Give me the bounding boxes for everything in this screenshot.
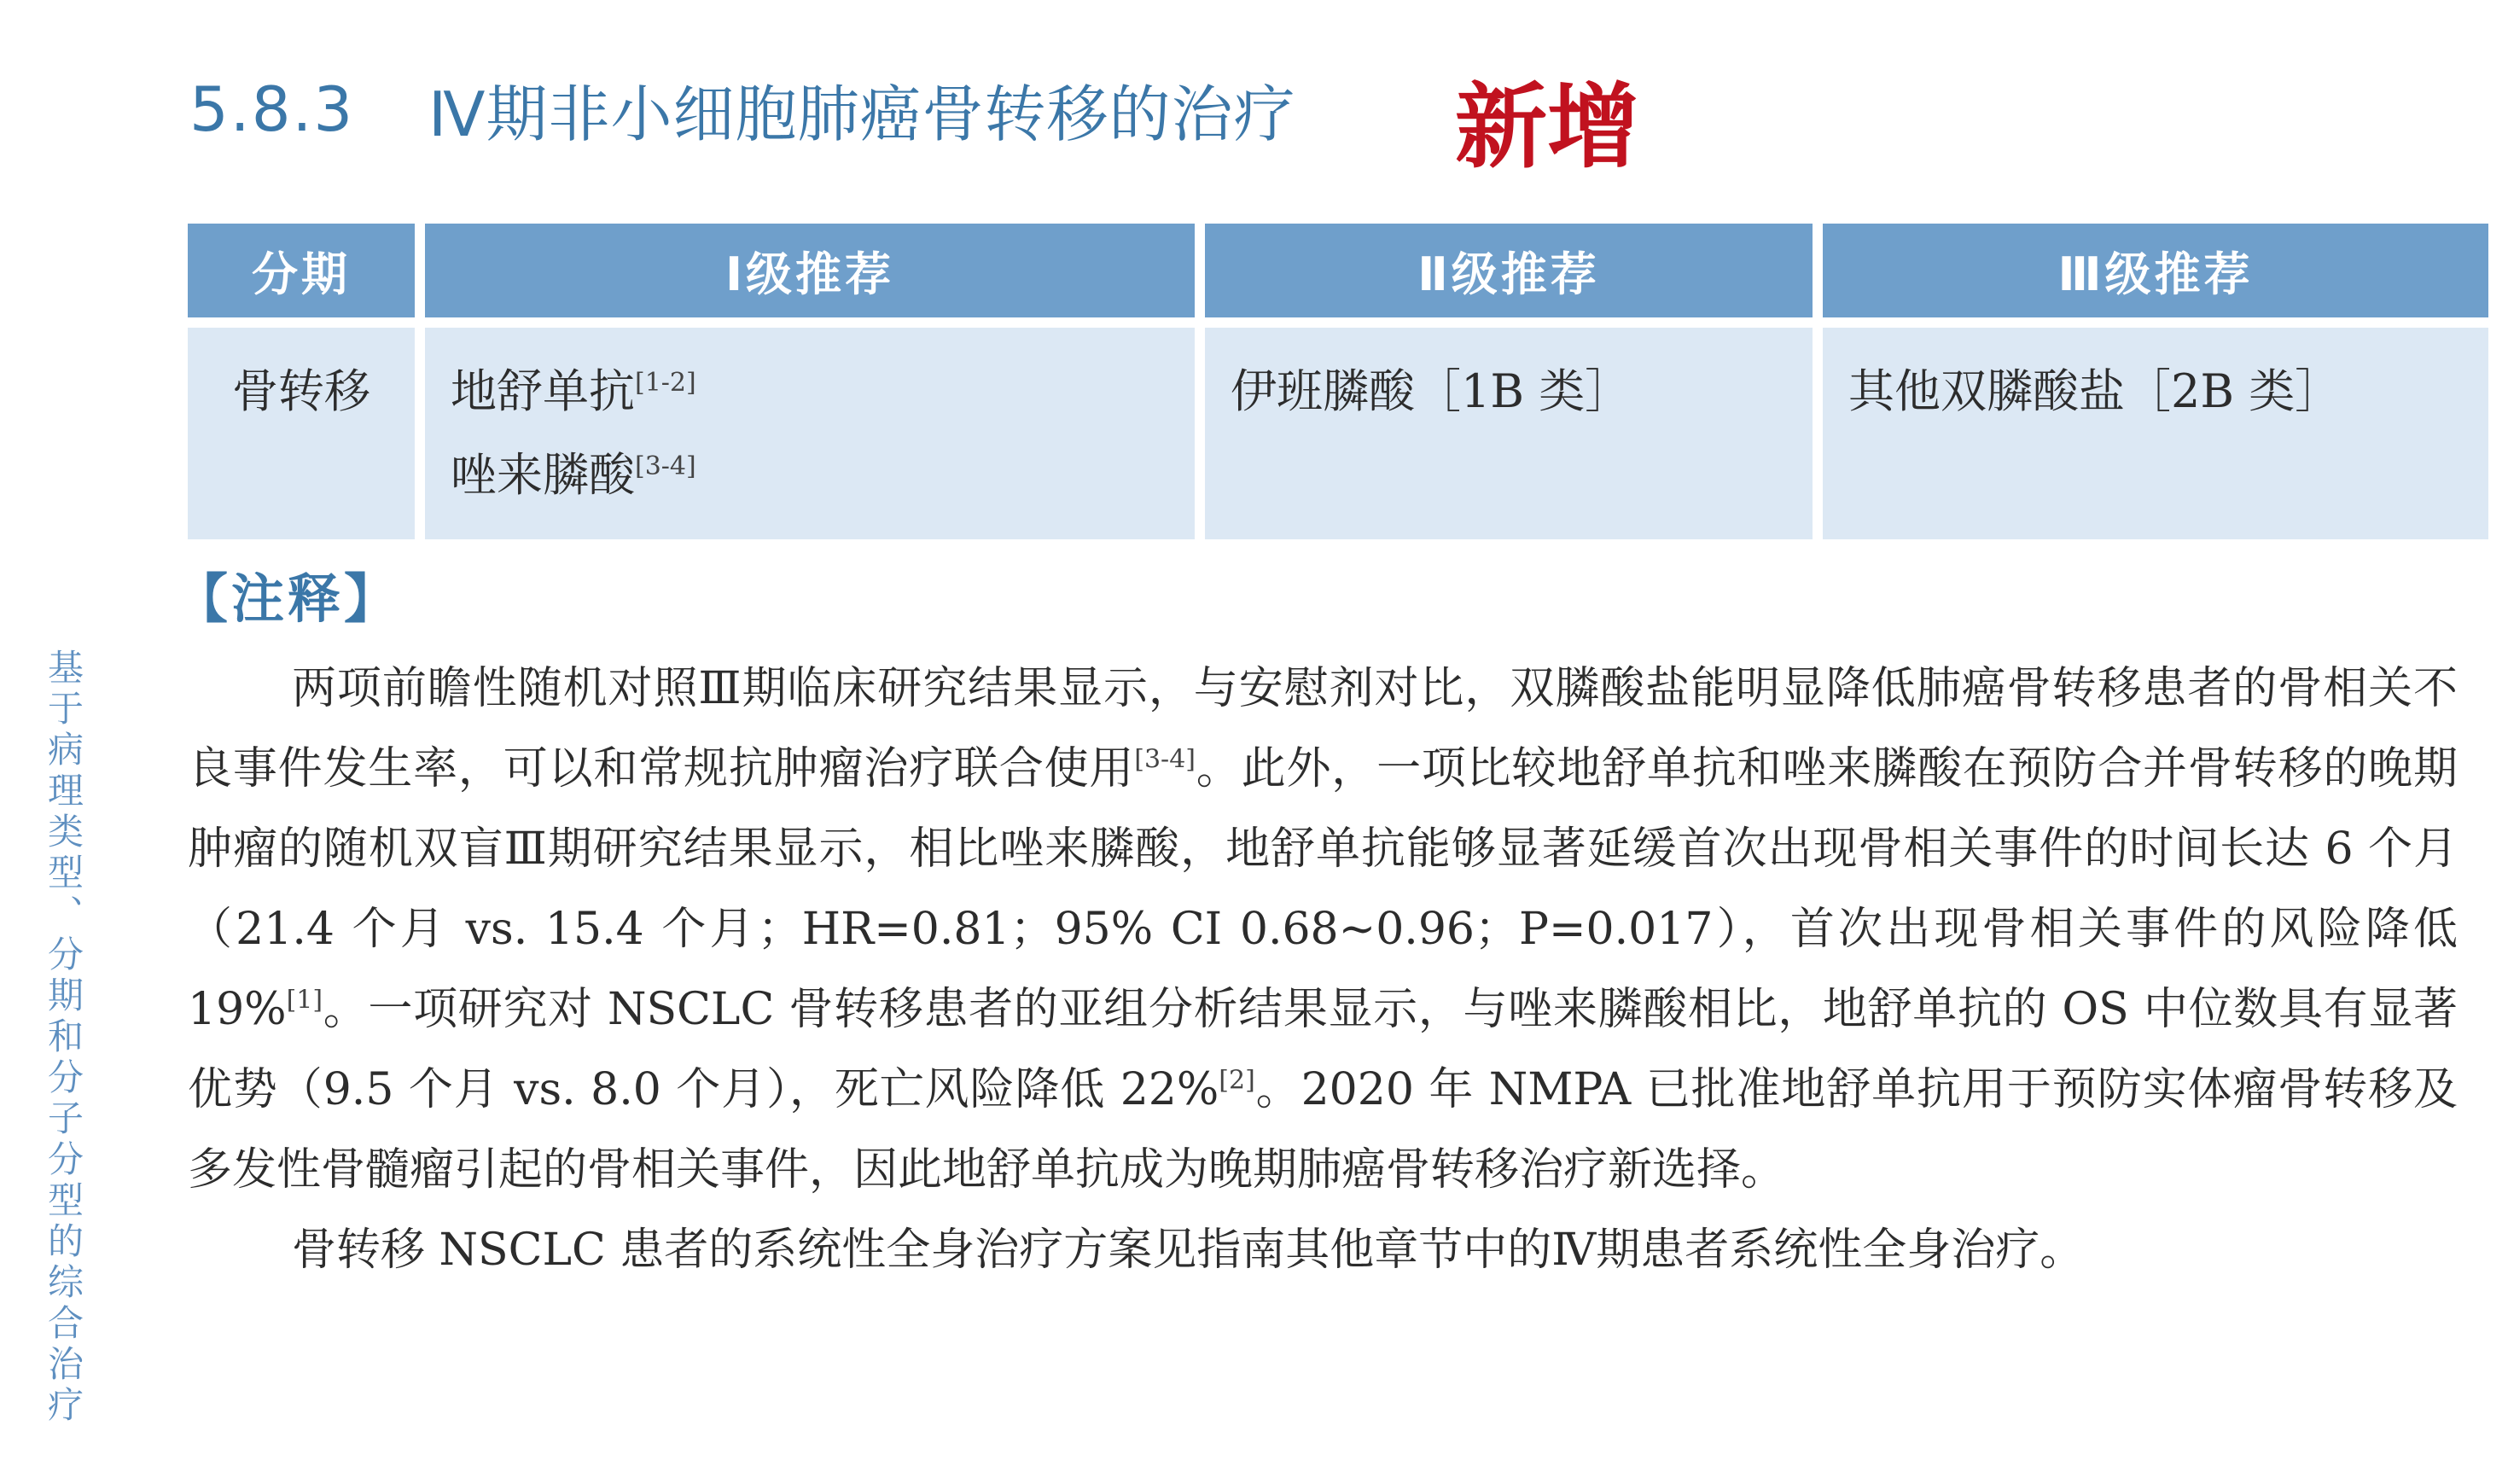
header-level1: Ⅰ级推荐 <box>425 224 1195 328</box>
level1-item <box>451 434 1169 517</box>
citation-ref: [1-2] <box>635 368 696 398</box>
notes-text: 。此外，一项比较地舒单抗和唑来膦酸在预防合并骨转移的晚期肿瘤的随机双盲Ⅲ期研究结果显示，相比唑来膦酸，地舒单抗能够显著延缓首次出现骨相关事件的时间长达 6 个月（21.4 个月 vs. 15.4 个月；HR=0.81；95% CI 0.68~0.96；P=0.017），首次出现骨相关事件的风险降低 19% <box>188 743 2458 1035</box>
notes-heading: 【注释】 <box>175 567 401 630</box>
table-row <box>188 328 2488 539</box>
notes-text: 。2020 年 NMPA 已批准地舒单抗用于预防实体瘤骨转移及多发性骨髓瘤引起的骨相关事件，因此地舒单抗成为晚期肺癌骨转移治疗新选择。 <box>188 1064 2458 1196</box>
citation-ref: [3-4] <box>635 451 696 481</box>
side-chapter-label: 基于病理类型、分期和分子分型的综合治疗 <box>43 649 84 1427</box>
citation-ref: [3-4] <box>1134 744 1196 775</box>
new-tag: 新增 <box>1455 74 1640 181</box>
notes-text: 。一项研究对 NSCLC 骨转移患者的亚组分析结果显示，与唑来膦酸相比，地舒单抗的 OS 中位数具有显著优势（9.5 个月 vs. 8.0 个月），死亡风险降低 22% <box>188 984 2458 1115</box>
notes-text: 两项前瞻性随机对照Ⅲ期临床研究结果显示，与安慰剂对比，双膦酸盐能明显降低肺癌骨转移患者的骨相关不良事件发生率，可以和常规抗肿瘤治疗联合使用 <box>188 663 2458 794</box>
header-stage: 分期 <box>188 224 415 328</box>
cell-level2: 伊班膦酸［1B 类］ <box>1205 328 1813 539</box>
table-header-row <box>188 224 2488 328</box>
notes-body <box>188 649 2458 1290</box>
notes-paragraph <box>188 649 2458 1210</box>
cell-level1 <box>425 328 1195 539</box>
citation-ref: [2] <box>1219 1065 1255 1096</box>
notes-paragraph: 骨转移 NSCLC 患者的系统性全身治疗方案见指南其他章节中的Ⅳ期患者系统性全身治疗。 <box>292 1225 2085 1276</box>
section-heading <box>189 58 1295 160</box>
header-level2: Ⅱ级推荐 <box>1205 224 1813 328</box>
recommendation-table <box>177 224 2499 539</box>
cell-stage: 骨转移 <box>188 328 415 539</box>
citation-ref: [1] <box>286 985 323 1016</box>
level1-item-name: 地舒单抗 <box>451 364 635 418</box>
cell-level3: 其他双膦酸盐［2B 类］ <box>1823 328 2488 539</box>
section-title: Ⅳ期非小细胞肺癌骨转移的治疗 <box>428 79 1296 150</box>
header-level3: Ⅲ级推荐 <box>1823 224 2488 328</box>
level1-item <box>451 350 1169 434</box>
section-number: 5.8.3 <box>189 73 355 145</box>
level1-item-name: 唑来膦酸 <box>451 448 635 502</box>
